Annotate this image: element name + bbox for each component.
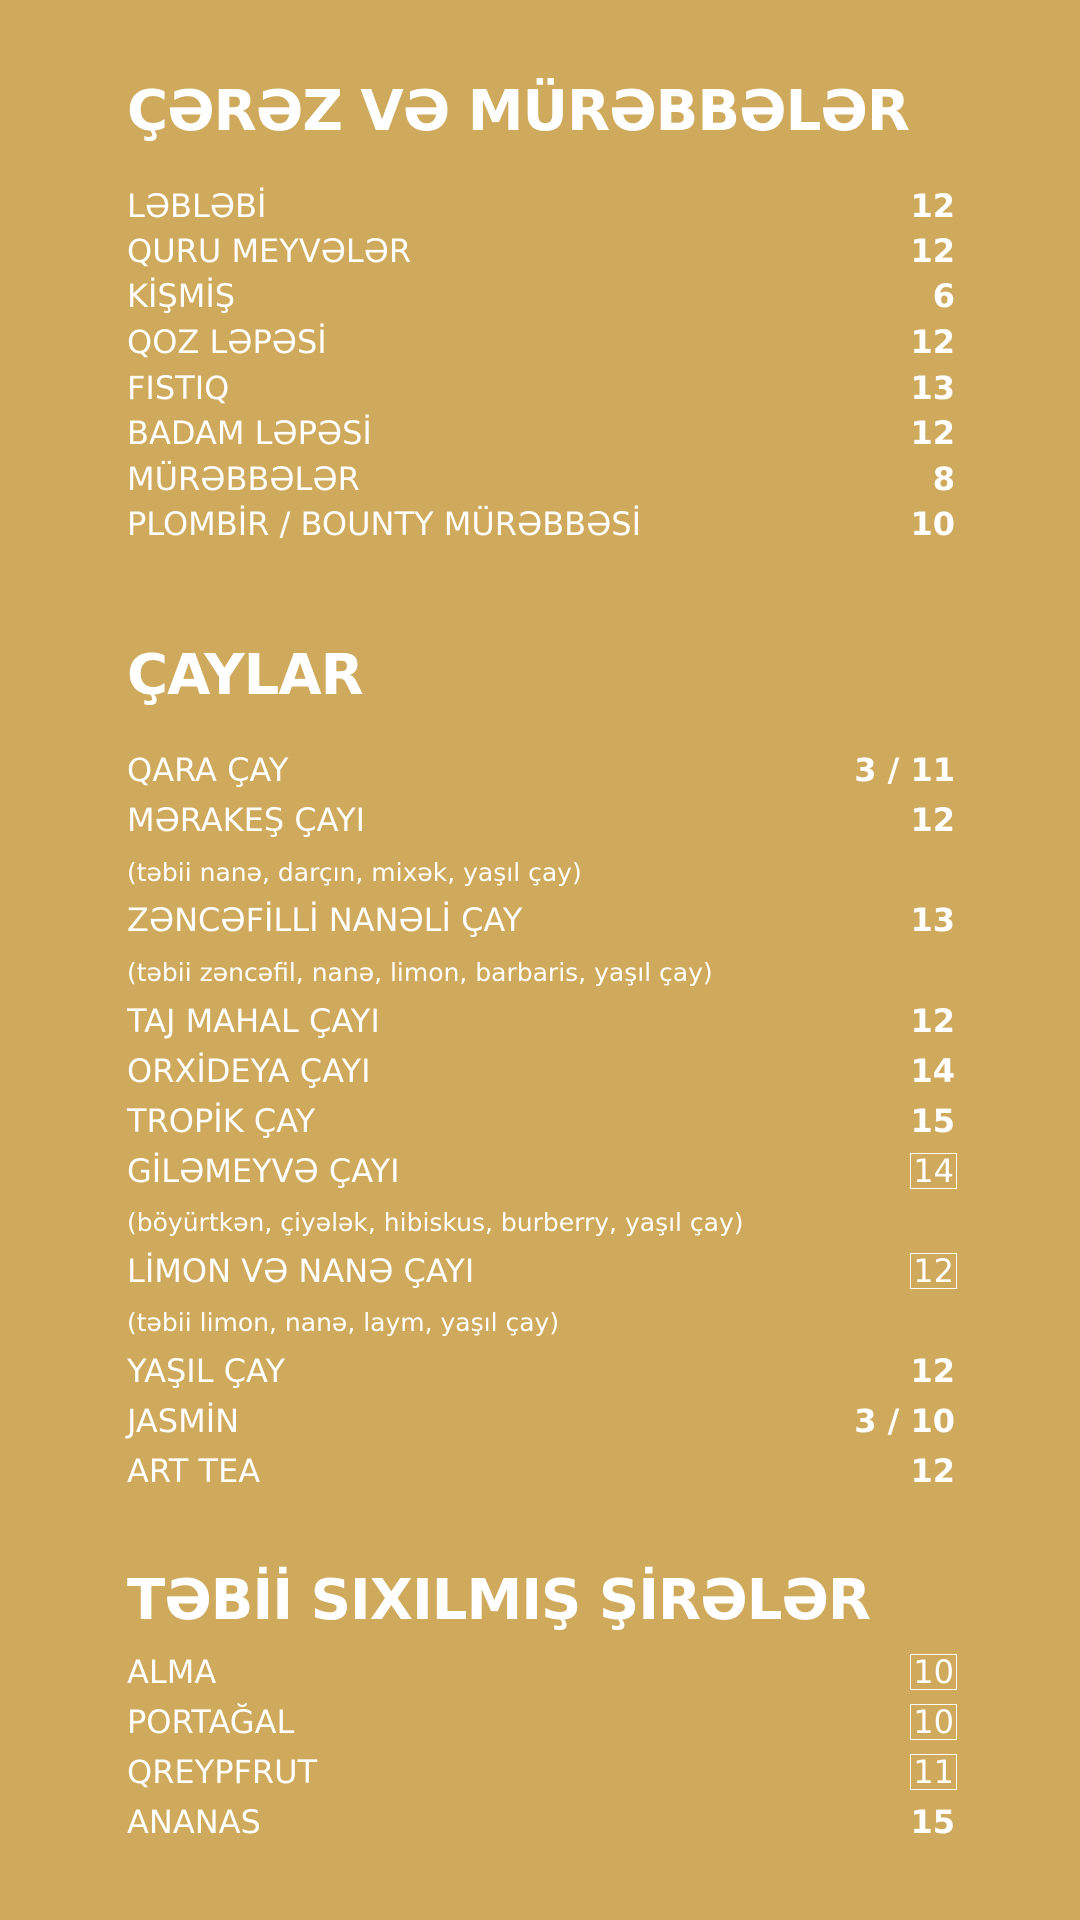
item-price: 12 [910, 1452, 955, 1490]
item-name: ALMA [127, 1653, 217, 1691]
item-price: 15 [910, 1803, 955, 1841]
item-description: (böyürtkən, çiyələk, hibiskus, burberry, yaşıl çay) [127, 1208, 744, 1237]
item-description: (təbii limon, nanə, laym, yaşıl çay) [127, 1308, 560, 1337]
section-title-teas: ÇAYLAR [127, 643, 363, 708]
item-price: 10 [913, 1653, 954, 1691]
item-price: 12 [910, 801, 955, 839]
item-price: 3 / 11 [854, 751, 955, 789]
menu-item [127, 1099, 955, 1143]
item-price: 12 [910, 414, 955, 452]
item-price: 10 [910, 505, 955, 543]
item-price: 3 / 10 [854, 1402, 955, 1440]
item-name: KİŞMİŞ [127, 277, 236, 315]
section-title-fresh-juices: TƏBİİ SIXILMIŞ ŞİRƏLƏR [127, 1568, 871, 1633]
menu-item [127, 457, 955, 501]
item-description: (təbii zəncəfil, nanə, limon, barbaris, yaşıl çay) [127, 958, 713, 987]
menu-item [127, 229, 955, 273]
menu-item [127, 502, 955, 546]
item-price: 13 [910, 901, 955, 939]
menu-item [127, 184, 955, 228]
item-price: 12 [913, 1252, 954, 1290]
item-name: PLOMBİR / BOUNTY MÜRƏBBƏSİ [127, 505, 642, 543]
item-price: 13 [910, 369, 955, 407]
item-name: TAJ MAHAL ÇAYI [127, 1002, 380, 1040]
item-name: ANANAS [127, 1803, 261, 1841]
item-price: 14 [910, 1052, 955, 1090]
menu-item [127, 1449, 955, 1493]
menu-item [127, 1750, 955, 1794]
item-name: FISTIQ [127, 369, 230, 407]
item-name: LƏBLƏBİ [127, 187, 267, 225]
menu-item [127, 999, 955, 1043]
item-name: MÜRƏBBƏLƏR [127, 460, 360, 498]
item-name: PORTAĞAL [127, 1703, 295, 1741]
item-name: TROPİK ÇAY [127, 1102, 316, 1140]
menu-page [127, 0, 957, 1920]
menu-item [127, 748, 955, 792]
menu-item [127, 798, 955, 842]
item-name: JASMİN [127, 1402, 240, 1440]
item-name: MƏRAKEŞ ÇAYI [127, 801, 366, 839]
menu-item [127, 1049, 955, 1093]
menu-item [127, 1650, 955, 1694]
item-price: 12 [910, 187, 955, 225]
item-name: ORXİDEYA ÇAYI [127, 1052, 371, 1090]
item-price: 11 [913, 1753, 954, 1791]
menu-item [127, 1149, 955, 1193]
section-title-nuts-jams: ÇƏRƏZ VƏ MÜRƏBBƏLƏR [127, 79, 909, 144]
item-description: (təbii nanə, darçın, mixək, yaşıl çay) [127, 858, 582, 887]
menu-item [127, 320, 955, 364]
menu-item [127, 274, 955, 318]
menu-item [127, 1249, 955, 1293]
menu-item [127, 1700, 955, 1744]
item-name: QREYPFRUT [127, 1753, 318, 1791]
menu-item [127, 898, 955, 942]
menu-item [127, 1349, 955, 1393]
item-name: YAŞIL ÇAY [127, 1352, 285, 1390]
item-price: 14 [913, 1152, 954, 1190]
item-price: 12 [910, 323, 955, 361]
item-name: BADAM LƏPƏSİ [127, 414, 372, 452]
item-name: QURU MEYVƏLƏR [127, 232, 412, 270]
item-price: 15 [910, 1102, 955, 1140]
item-name: LİMON VƏ NANƏ ÇAYI [127, 1252, 475, 1290]
item-price: 12 [910, 1352, 955, 1390]
menu-item [127, 366, 955, 410]
menu-item [127, 411, 955, 455]
item-price: 10 [913, 1703, 954, 1741]
item-price: 8 [932, 460, 955, 498]
item-price: 12 [910, 232, 955, 270]
item-name: QARA ÇAY [127, 751, 289, 789]
menu-item [127, 1399, 955, 1443]
item-price: 6 [932, 277, 955, 315]
item-name: QOZ LƏPƏSİ [127, 323, 327, 361]
item-name: ZƏNCƏFİLLİ NANƏLİ ÇAY [127, 901, 523, 939]
item-price: 12 [910, 1002, 955, 1040]
item-name: GİLƏMEYVƏ ÇAYI [127, 1152, 400, 1190]
item-name: ART TEA [127, 1452, 261, 1490]
menu-item [127, 1800, 955, 1844]
